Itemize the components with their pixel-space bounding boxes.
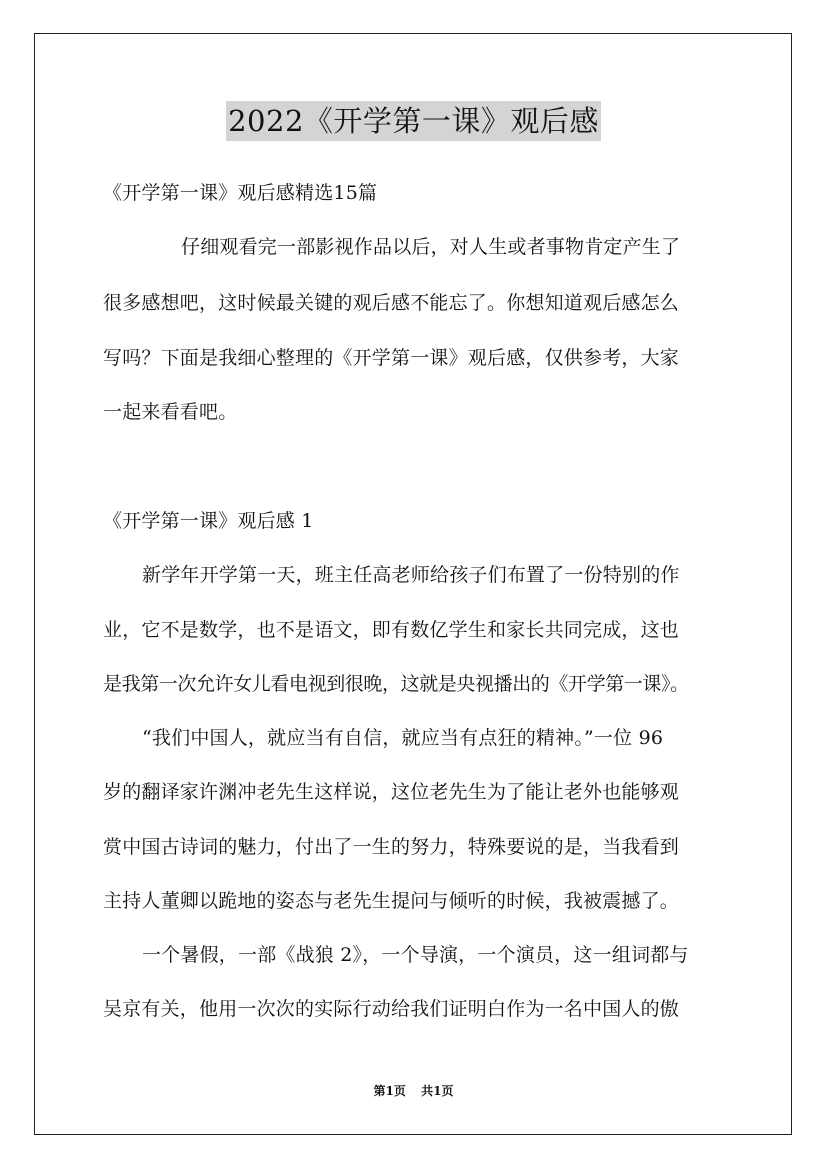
document-subtitle: 《开学第一课》观后感精选15篇 bbox=[103, 182, 378, 204]
intro-line: 仔细观看完一部影视作品以后，对人生或者事物肯定产生了 bbox=[181, 236, 681, 258]
title-container bbox=[0, 101, 827, 141]
body-line: “我们中国人，就应当有自信，就应当有点狂的精神。”一位 96 bbox=[142, 727, 664, 749]
body-line: 业，它不是数学，也不是语文，即有数亿学生和家长共同完成，这也 bbox=[103, 619, 680, 641]
intro-line: 写吗？下面是我细心整理的《开学第一课》观后感，仅供参考，大家 bbox=[103, 347, 680, 369]
intro-line: 一起来看看吧。 bbox=[103, 401, 238, 423]
page-total: 共1页 bbox=[421, 1084, 454, 1098]
body-line: 一个暑假，一部《战狼 2》，一个导演，一个演员，这一组词都与 bbox=[142, 944, 689, 966]
body-line: 新学年开学第一天，班主任高老师给孩子们布置了一份特别的作 bbox=[142, 564, 680, 586]
page-number: 第1页 bbox=[373, 1084, 406, 1098]
body-line: 赏中国古诗词的魅力，付出了一生的努力，特殊要说的是，当我看到 bbox=[103, 836, 680, 858]
page-footer bbox=[0, 1083, 827, 1099]
body-line: 岁的翻译家许渊冲老先生这样说，这位老先生为了能让老外也能够观 bbox=[103, 781, 680, 803]
body-line: 主持人董卿以跪地的姿态与老先生提问与倾听的时候，我被震撼了。 bbox=[103, 890, 680, 912]
intro-line: 很多感想吧，这时候最关键的观后感不能忘了。你想知道观后感怎么 bbox=[103, 292, 680, 314]
body-line: 吴京有关，他用一次次的实际行动给我们证明白作为一名中国人的傲 bbox=[103, 998, 680, 1020]
document-title: 2022《开学第一课》观后感 bbox=[226, 101, 601, 141]
section-heading: 《开学第一课》观后感 1 bbox=[103, 510, 314, 532]
body-line: 是我第一次允许女儿看电视到很晚，这就是央视播出的《开学第一课》。 bbox=[103, 673, 689, 695]
